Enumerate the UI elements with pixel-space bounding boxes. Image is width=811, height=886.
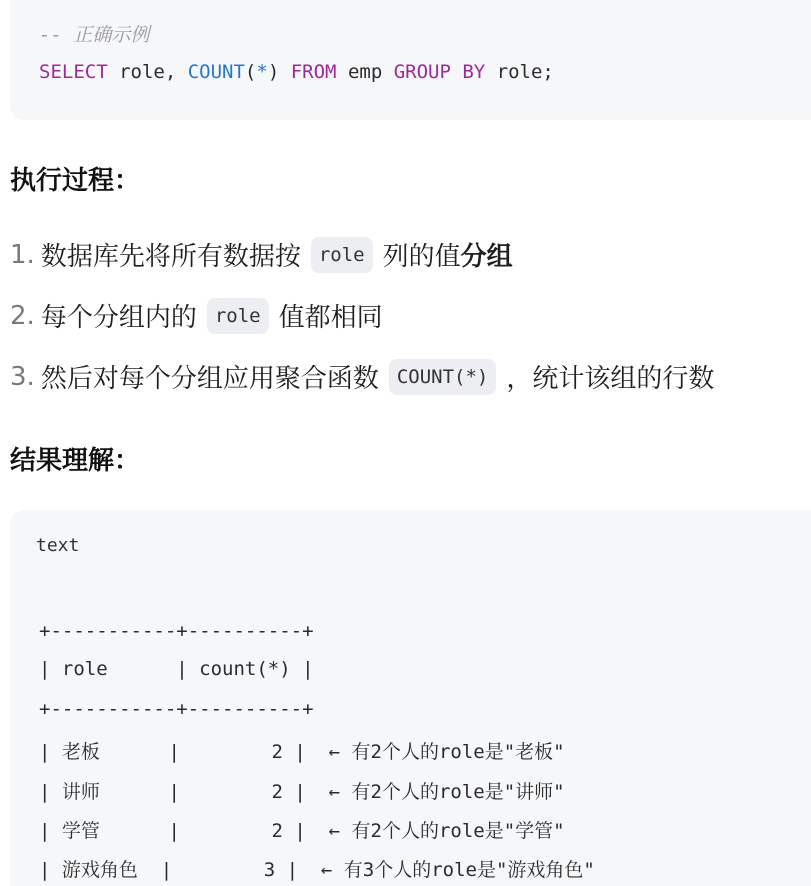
- exec-heading: 执行过程：: [10, 166, 141, 196]
- sql-star: *: [256, 61, 268, 83]
- table-row: | 老板 | 2 | ← 有2个人的role是"老板": [39, 741, 565, 763]
- list-number: 2.: [10, 300, 35, 331]
- inline-code: role: [311, 237, 373, 273]
- result-heading: 结果理解：: [10, 446, 141, 476]
- sql-function-count: COUNT: [187, 61, 245, 83]
- code-language-label: text: [36, 535, 80, 556]
- sql-statement: [39, 61, 554, 83]
- sql-keyword-from: FROM: [290, 61, 337, 83]
- table-row: | 学管 | 2 | ← 有2个人的role是"学管": [39, 820, 565, 842]
- sql-paren-close: ): [267, 61, 280, 83]
- list-item: [10, 297, 383, 334]
- table-row: | 讲师 | 2 | ← 有2个人的role是"讲师": [39, 781, 565, 803]
- inline-code: COUNT(*): [389, 359, 497, 395]
- list-number: 1.: [10, 239, 35, 270]
- sql-paren-open: (: [244, 61, 257, 83]
- step-text: 列的值: [382, 242, 461, 272]
- step-text: 数据库先将所有数据按: [40, 242, 301, 272]
- step-text: ，统计该组的行数: [506, 364, 715, 394]
- table-row: | 游戏角色 | 3 | ← 有3个人的role是"游戏角色": [39, 859, 595, 881]
- sql-keyword-group-by: GROUP BY: [393, 61, 486, 83]
- sql-code-block: [10, 0, 811, 120]
- table-header-line: | role | count(*) |: [39, 658, 314, 680]
- list-item: [10, 358, 714, 395]
- step-text: 每个分组内的: [40, 303, 197, 333]
- list-item: [10, 236, 513, 273]
- sql-keyword-select: SELECT: [39, 61, 108, 83]
- step-bold-text: 分组: [460, 242, 513, 272]
- list-number: 3.: [10, 361, 35, 392]
- sql-text-end: role;: [485, 61, 554, 83]
- sql-text-role: role,: [107, 61, 188, 83]
- inline-code: role: [207, 298, 269, 334]
- sql-text-emp: emp: [336, 61, 394, 83]
- table-border-line: +-----------+----------+: [39, 620, 314, 642]
- table-border-line: +-----------+----------+: [39, 698, 314, 720]
- step-text: 值都相同: [278, 303, 383, 333]
- sql-comment: -- 正确示例: [39, 24, 150, 46]
- step-text: 然后对每个分组应用聚合函数: [40, 364, 379, 394]
